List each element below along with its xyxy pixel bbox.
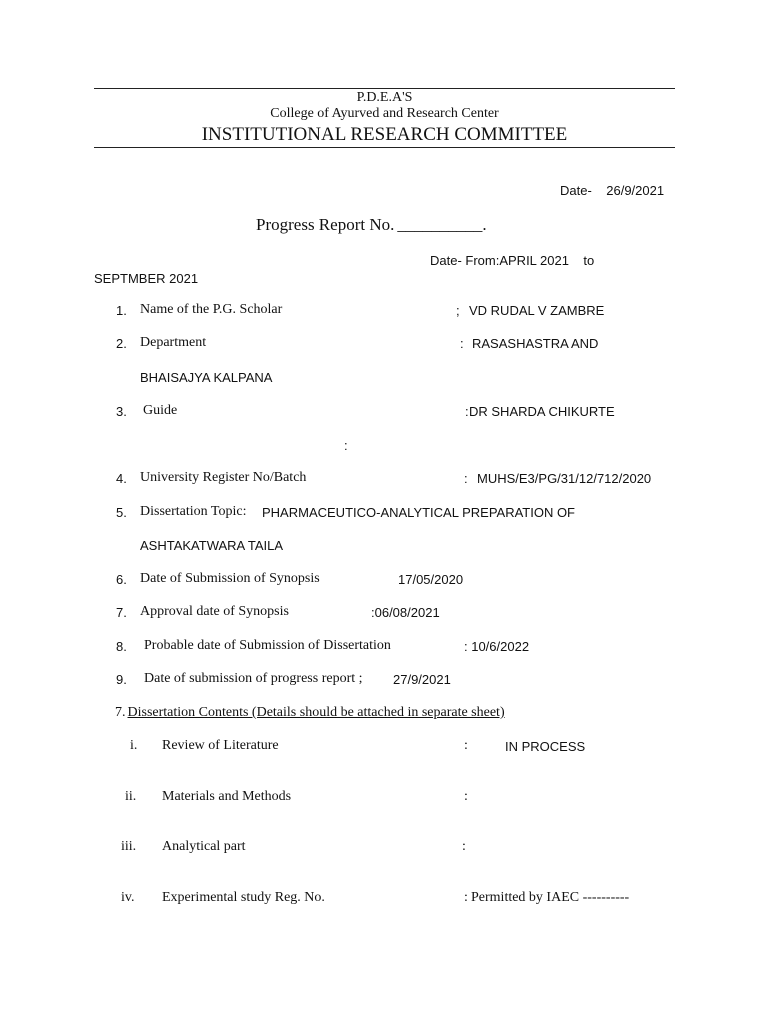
- subitem-i-value: IN PROCESS: [505, 739, 586, 754]
- report-title-text: Progress Report No.: [256, 215, 395, 234]
- header-bottom-rule: [94, 147, 675, 148]
- subitem-i-number: i.: [130, 738, 138, 753]
- date-line: [560, 183, 664, 198]
- item-6-number: 6.: [116, 572, 127, 587]
- item-7-value: :06/08/2021: [371, 605, 440, 620]
- item-8-number: 8.: [116, 639, 127, 654]
- item-7-number: 7.: [116, 605, 127, 620]
- org-name: P.D.E.A'S: [356, 90, 413, 105]
- item-9-label: Date of submission of progress report ;: [144, 671, 363, 686]
- item-4-separator: :: [464, 471, 468, 486]
- top-rule: [94, 88, 675, 89]
- period-line: [430, 253, 594, 268]
- subitem-iv-number: iv.: [121, 890, 135, 905]
- item-4-value: MUHS/E3/PG/31/12/712/2020: [477, 471, 652, 486]
- subitem-i-label: Review of Literature: [162, 738, 279, 753]
- item-1-label: Name of the P.G. Scholar: [140, 302, 283, 317]
- subitem-ii-label: Materials and Methods: [162, 789, 292, 804]
- subitem-iv-separator: :: [464, 890, 468, 905]
- item-1-number: 1.: [116, 303, 127, 318]
- item-2-value: RASASHASTRA AND: [472, 336, 599, 351]
- item-4-label: University Register No/Batch: [140, 470, 307, 485]
- item-4-number: 4.: [116, 471, 127, 486]
- item-2-separator: :: [460, 336, 464, 351]
- subitem-iv-value: Permitted by IAEC ----------: [471, 890, 630, 905]
- item-3-number: 3.: [116, 404, 127, 419]
- college-name: College of Ayurved and Research Center: [270, 106, 499, 121]
- item-6-label: Date of Submission of Synopsis: [140, 571, 320, 586]
- item-1-separator: ;: [456, 303, 460, 318]
- committee-title: INSTITUTIONAL RESEARCH COMMITTEE: [201, 124, 568, 145]
- item-3-value: DR SHARDA CHIKURTE: [469, 404, 615, 419]
- subitem-ii-number: ii.: [125, 789, 137, 804]
- period-to-label: to: [583, 253, 595, 268]
- item-5-label: Dissertation Topic:: [140, 504, 247, 519]
- item-3-separator: :: [465, 404, 469, 419]
- item-5-value: PHARMACEUTICO-ANALYTICAL PREPARATION OF: [262, 505, 576, 520]
- item-2-label: Department: [140, 335, 207, 350]
- item-6-value: 17/05/2020: [398, 572, 464, 587]
- subitem-iii-label: Analytical part: [162, 839, 246, 854]
- item-9-number: 9.: [116, 672, 127, 687]
- report-number-blank: __________.: [397, 215, 487, 234]
- item-7-label: Approval date of Synopsis: [140, 604, 289, 619]
- contents-heading-text: Dissertation Contents (Details should be attached in separate sheet): [127, 705, 505, 720]
- period-to-value: SEPTMBER 2021: [94, 271, 199, 286]
- item-2-number: 2.: [116, 336, 127, 351]
- item-8-label: Probable date of Submission of Dissertation: [144, 638, 391, 653]
- contents-heading: [115, 705, 513, 721]
- item-3-extra-separator: :: [344, 438, 348, 453]
- subitem-iii-separator: :: [462, 839, 466, 854]
- item-5-value-continued: ASHTAKATWARA TAILA: [140, 538, 284, 553]
- item-2-value-continued: BHAISAJYA KALPANA: [140, 370, 273, 385]
- item-1-value: VD RUDAL V ZAMBRE: [469, 303, 605, 318]
- item-3-label: Guide: [143, 403, 178, 418]
- period-from: APRIL 2021: [499, 253, 569, 268]
- subitem-ii-separator: :: [464, 789, 468, 804]
- date-value: 26/9/2021: [606, 183, 665, 198]
- contents-number: 7.: [115, 705, 126, 720]
- item-5-number: 5.: [116, 505, 127, 520]
- period-label: Date- From:: [430, 253, 500, 268]
- subitem-iv-label: Experimental study Reg. No.: [162, 890, 325, 905]
- subitem-iii-number: iii.: [121, 839, 137, 854]
- item-8-value: : 10/6/2022: [464, 639, 530, 654]
- subitem-i-separator: :: [464, 738, 468, 753]
- date-label: Date-: [560, 183, 592, 198]
- report-title: [256, 215, 487, 235]
- item-9-value: 27/9/2021: [393, 672, 451, 687]
